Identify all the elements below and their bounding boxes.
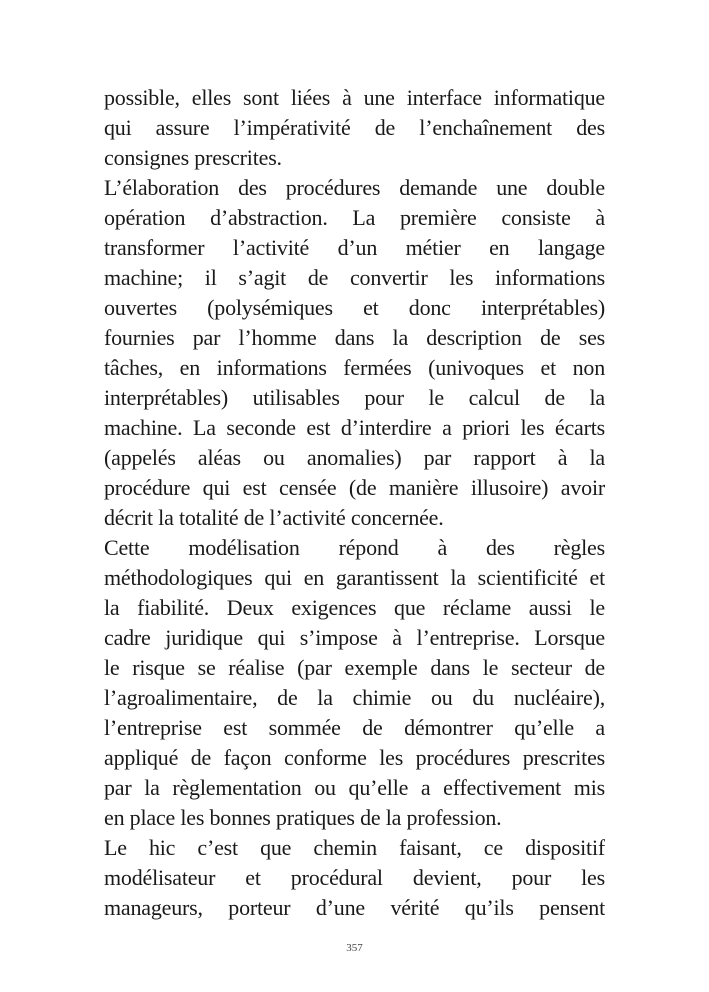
text-line: méthodologiques qui en garantissent la scientificité et — [104, 565, 605, 590]
text-line: le risque se réalise (par exemple dans le secteur de — [104, 655, 605, 680]
text-line: transformer l’activité d’un métier en langage — [104, 235, 605, 260]
text-line: cadre juridique qui s’impose à l’entreprise. Lorsque — [104, 625, 605, 650]
text-line: tâches, en informations fermées (univoques et non — [104, 355, 605, 380]
text-line: interprétables) utilisables pour le calcul de la — [104, 385, 605, 410]
page-number: 357 — [346, 942, 363, 954]
text-line: la fiabilité. Deux exigences que réclame aussi le — [104, 595, 605, 620]
text-line: modélisateur et procédural devient, pour les — [104, 865, 605, 890]
text-line: possible, elles sont liées à une interface informatique — [104, 85, 605, 110]
text-line: décrit la totalité de l’activité concernée. — [104, 505, 444, 530]
text-line: qui assure l’impérativité de l’enchaînement des — [104, 115, 605, 140]
text-line: machine; il s’agit de convertir les informations — [104, 265, 605, 290]
text-line: manageurs, porteur d’une vérité qu’ils pensent — [104, 895, 605, 920]
text-line: appliqué de façon conforme les procédures prescrites — [104, 745, 605, 770]
text-line: machine. La seconde est d’interdire a priori les écarts — [104, 415, 605, 440]
text-line: (appelés aléas ou anomalies) par rapport à la — [104, 445, 605, 470]
text-line: Le hic c’est que chemin faisant, ce dispositif — [104, 835, 605, 860]
page-body — [104, 83, 605, 923]
text-line: opération d’abstraction. La première consiste à — [104, 205, 605, 230]
text-line: fournies par l’homme dans la description de ses — [104, 325, 605, 350]
text-line: en place les bonnes pratiques de la profession. — [104, 805, 502, 830]
text-line: consignes prescrites. — [104, 145, 282, 170]
text-line: procédure qui est censée (de manière illusoire) avoir — [104, 475, 605, 500]
text-line: par la règlementation ou qu’elle a effectivement mis — [104, 775, 605, 800]
text-line: l’agroalimentaire, de la chimie ou du nucléaire), — [104, 685, 605, 710]
text-line: l’entreprise est sommée de démontrer qu’elle a — [104, 715, 605, 740]
text-line: ouvertes (polysémiques et donc interprétables) — [104, 295, 605, 320]
text-line: Cette modélisation répond à des règles — [104, 535, 605, 560]
text-line: L’élaboration des procédures demande une double — [104, 175, 605, 200]
